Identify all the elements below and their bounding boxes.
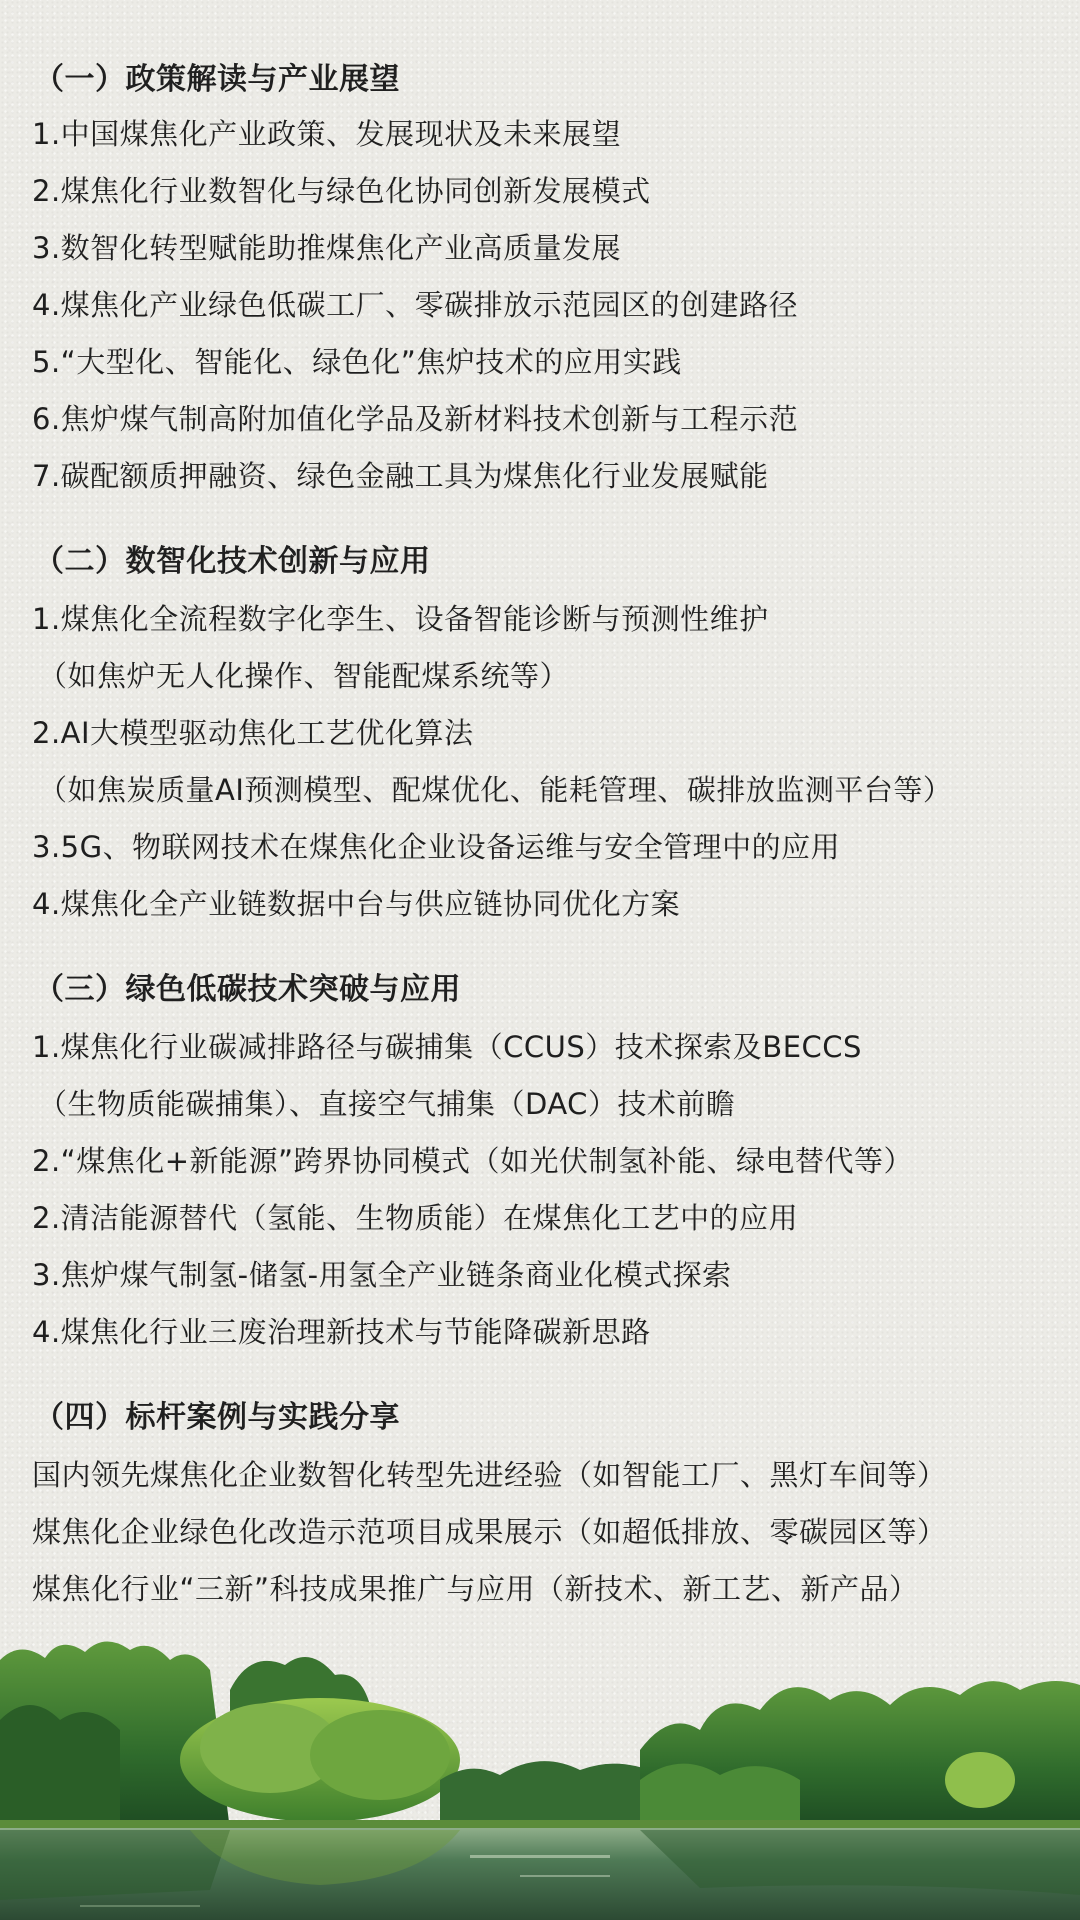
section-3-item-1: 1.煤焦化行业碳减排路径与碳捕集（CCUS）技术探索及BECCS xyxy=(32,1030,862,1064)
section-4-item-3: 煤焦化行业“三新”科技成果推广与应用（新技术、新工艺、新产品） xyxy=(32,1572,919,1606)
section-4-item-1: 国内领先煤焦化企业数智化转型先进经验（如智能工厂、黑灯车间等） xyxy=(32,1458,947,1492)
section-2-item-1: 1.煤焦化全流程数字化孪生、设备智能诊断与预测性维护 xyxy=(32,602,769,636)
section-1-item-7: 7.碳配额质押融资、绿色金融工具为煤焦化行业发展赋能 xyxy=(32,459,769,493)
section-heading-3: （三）绿色低碳技术突破与应用 xyxy=(34,972,461,1007)
section-3-item-4: 3.焦炉煤气制氢-储氢-用氢全产业链条商业化模式探索 xyxy=(32,1258,732,1292)
section-3-item-3: 2.清洁能源替代（氢能、生物质能）在煤焦化工艺中的应用 xyxy=(32,1201,799,1235)
section-1-item-5: 5.“大型化、智能化、绿色化”焦炉技术的应用实践 xyxy=(32,345,682,379)
section-heading-1: （一）政策解读与产业展望 xyxy=(34,62,400,97)
section-heading-4: （四）标杆案例与实践分享 xyxy=(34,1400,400,1435)
section-2-item-4: 4.煤焦化全产业链数据中台与供应链协同优化方案 xyxy=(32,887,681,921)
section-1-item-2: 2.煤焦化行业数智化与绿色化协同创新发展模式 xyxy=(32,174,651,208)
section-1-item-3: 3.数智化转型赋能助推煤焦化产业高质量发展 xyxy=(32,231,622,265)
section-1-item-6: 6.焦炉煤气制高附加值化学品及新材料技术创新与工程示范 xyxy=(32,402,799,436)
section-1-item-1: 1.中国煤焦化产业政策、发展现状及未来展望 xyxy=(32,117,622,151)
lakeside-trees-illustration xyxy=(0,1630,1080,1920)
section-3-item-2: 2.“煤焦化+新能源”跨界协同模式（如光伏制氢补能、绿电替代等） xyxy=(32,1144,914,1178)
section-4-item-2: 煤焦化企业绿色化改造示范项目成果展示（如超低排放、零碳园区等） xyxy=(32,1515,947,1549)
section-2-item-2: 2.AI大模型驱动焦化工艺优化算法 xyxy=(32,716,474,750)
section-2-item-2-note: （如焦炭质量AI预测模型、配煤优化、能耗管理、碳排放监测平台等） xyxy=(38,773,953,807)
section-3-item-1-note: （生物质能碳捕集）、直接空气捕集（DAC）技术前瞻 xyxy=(38,1087,736,1121)
section-2-item-3: 3.5G、物联网技术在煤焦化企业设备运维与安全管理中的应用 xyxy=(32,830,841,864)
section-1-item-4: 4.煤焦化产业绿色低碳工厂、零碳排放示范园区的创建路径 xyxy=(32,288,799,322)
section-3-item-5: 4.煤焦化行业三废治理新技术与节能降碳新思路 xyxy=(32,1315,651,1349)
section-2-item-1-note: （如焦炉无人化操作、智能配煤系统等） xyxy=(38,659,570,693)
section-heading-2: （二）数智化技术创新与应用 xyxy=(34,544,431,579)
